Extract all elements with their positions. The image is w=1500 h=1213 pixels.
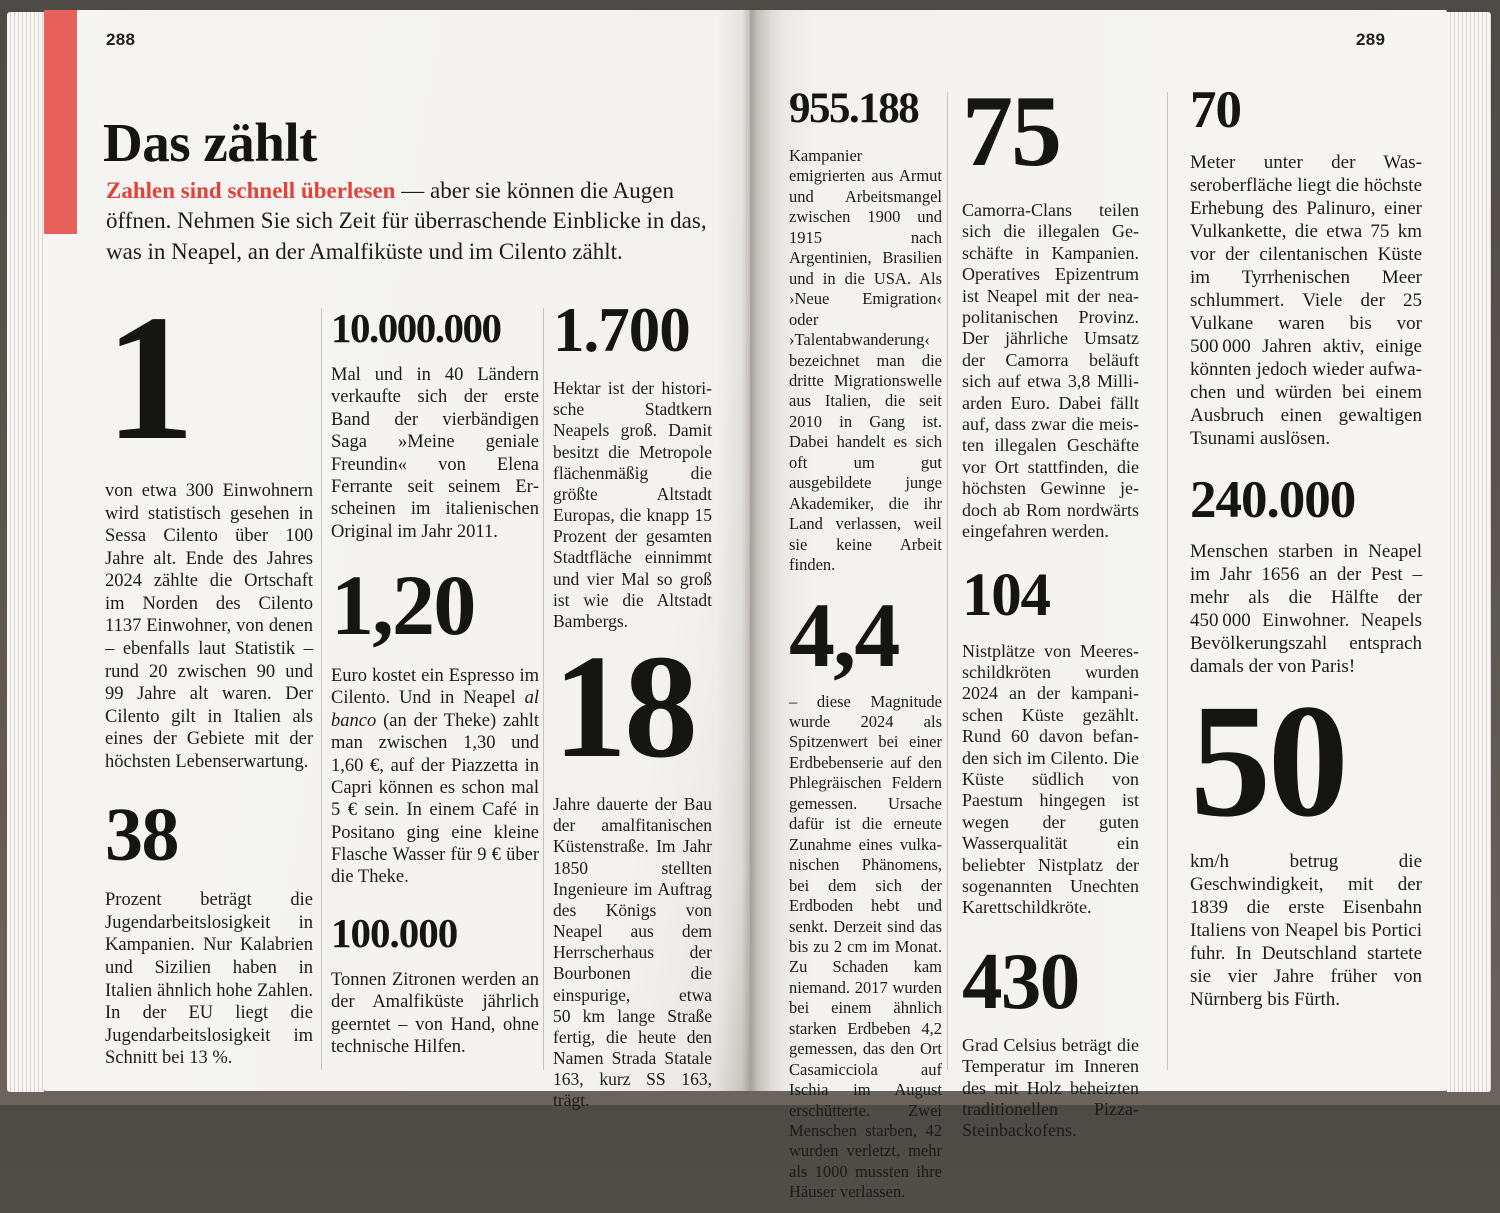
stat-number: 240.000 xyxy=(1190,470,1356,529)
stat-text: km/h betrug die Geschwindigkeit, mit der 1839 die erste Eisenbahn Italiens von Neapel bis Portici fuhr. In Deutschland startete sie vier Jahre früher von Nürnberg bis Fürth. xyxy=(1190,850,1422,1010)
stat-text: Jahre dauerte der Bau der amalfitanischen Küstenstraße. Im Jahr 1850 stellten Ingenieure im Auftrag des Königs von Neapel aus dem Herrscherhaus der Bourbonen die einspurige, etwa 50 km lange Straße fertig, die heute den Namen Strada Statale 163, kurz SS 163, trägt. xyxy=(553,794,712,1111)
stat-text: Tonnen Zitronen werden an der Amalfiküste jährlich geerntet – von Hand, ohne technische Hilfen. xyxy=(331,969,539,1057)
intro-highlight: Zahlen sind schnell überlesen xyxy=(106,178,396,203)
stat-number: 38 xyxy=(105,793,178,878)
stat-number: 10.000.000 xyxy=(331,305,501,351)
stat-text: Kampanier emigrierten aus Armut und Arbeitsmangel zwischen 1900 und 1915 nach Argentinien, Brasilien und in die USA. Als ›Neue Emigration‹ oder ›Talentabwanderung‹ bezeichnet man die dritte Migrationswelle aus Italien, die seit 2010 in Gang ist. Dabei handelt es sich oft um gut ausgebildete junge Akademiker, die ihr Land verlassen, weil sie keine Arbeit finden. xyxy=(789,146,942,575)
stat-number: 1,20 xyxy=(331,557,475,653)
stat-number: 430 xyxy=(962,935,1079,1026)
left-column-1 xyxy=(105,278,313,1080)
intro-paragraph xyxy=(106,176,716,267)
page-number-left: 288 xyxy=(106,30,136,49)
stat-number: 18 xyxy=(553,625,696,790)
chapter-red-bar xyxy=(44,10,77,234)
stat-text: Prozent beträgt die Jugendarbeitslosigkeit in Kampanien. Nur Kalabrien und Sizilien haben in Italien ähnlich hohe Zahlen. In der EU liegt die Jugendarbeitslosigkeit im Schnitt bei 13 %. xyxy=(105,890,313,1069)
stat-entry xyxy=(962,935,1139,1142)
stat-text: Grad Celsius beträgt die Temperatur im Inneren des mit Holz beheizten traditionellen Pizza-Steinbackofens. xyxy=(962,1034,1139,1141)
intro-rest: — aber sie können die Augen öffnen. Nehmen Sie sich Zeit für überraschende Einblicke in das, was in Neapel, an der Amalfiküste und im Cilento zählt. xyxy=(106,178,707,264)
right-column-2 xyxy=(962,75,1139,1152)
stat-text: Menschen starben in Neapel im Jahr 1656 an der Pest – mehr als die Hälfte der 450 000 Einwohner. Neapels Bevölkerungszahl entsprach damals der von Paris! xyxy=(1190,540,1422,677)
stat-entry xyxy=(553,295,712,632)
stat-number: 1.700 xyxy=(553,295,690,365)
stat-entry xyxy=(331,909,539,1059)
stat-text-italic: al banco xyxy=(331,688,539,731)
stat-number: 1 xyxy=(105,278,192,477)
stat-entry xyxy=(105,278,313,773)
page-title: Das zählt xyxy=(103,111,317,173)
stat-text xyxy=(331,665,539,889)
stat-entry xyxy=(105,793,313,1070)
stat-text: – diese Magnitude wurde 2024 als Spitzenwert bei einer Erdbebenserie auf den Phlegräischen Feldern gemessen. Ursache dafür ist die erneute Zunahme eines vulkanischen Phänomens, bei dem sich der Erdboden hebt und senkt. Derzeit sind das bis zu 2 cm im Monat. Zu Schaden kam niemand. 2017 wurden bei einem ähnlich starken Erdbeben 4,2 gemessen, das den Ort Casamicciola auf Ischia im August erschütterte. Zwei Menschen starben, 42 wurden verletzt, mehr als 1000 mussten ihre Häuser verlassen. xyxy=(789,691,942,1202)
stat-number: 70 xyxy=(1190,81,1241,139)
stat-entry xyxy=(331,305,539,543)
stat-number: 955.188 xyxy=(789,85,919,132)
column-divider xyxy=(947,92,948,1070)
stat-entry xyxy=(1190,671,1422,1012)
stat-entry xyxy=(1190,470,1422,679)
stat-entry xyxy=(331,557,539,889)
stat-text-pre: Euro kostet ein Espresso im Cilento. Und in Neapel xyxy=(331,666,539,709)
right-column-3 xyxy=(1190,81,1422,1022)
stat-text-post: (an der Theke) zahlt man zwischen 1,30 und 1,60 €, auf der Piazzetta in Capri können es schon mal 5 € sein. In einem Café in Positano ging eine kleine Flasche Wasser für 9 € über die Theke. xyxy=(331,710,539,888)
stat-number: 75 xyxy=(962,75,1060,188)
stat-entry xyxy=(962,561,1139,919)
stat-entry xyxy=(553,625,712,1112)
stat-number: 100.000 xyxy=(331,909,458,956)
stat-text: Nistplätze von Meeresschildkröten wurden 2024 an der kampanischen Küste gezählt. Rund 60 davon befanden sich im Cilento. Die Küste südlich von Paestum hingegen ist wegen der guten Wasserqualität ein beliebter Nistplatz der sogenannten Unechten Karettschildkröte. xyxy=(962,640,1139,918)
page-number-right: 289 xyxy=(1356,30,1386,49)
column-divider xyxy=(1167,92,1168,1070)
stat-text: Hektar ist der historische Stadtkern Neapels groß. Damit besitzt die Metropole flächenmäßig die größte Altstadt Europas, die knapp 15 Prozent der gesamten Stadtfläche einnimmt und vier Mal so groß ist wie die Altstadt Bambergs. xyxy=(553,378,712,631)
stat-number: 4,4 xyxy=(789,583,899,686)
left-column-3 xyxy=(553,295,712,1122)
stat-text: Meter unter der Wasseroberfläche liegt die höchste Erhebung des Palinuro, einer Vulkankette, die etwa 75 km vor der cilentanischen Küste im Tyrrhenischen Meer schlummert. Viele der 25 Vulkane waren bis vor 500 000 Jahren aktiv, einige könnten jedoch wieder aufwachen und würden bei einem Ausbruch einen gewaltigen Tsunami auslösen. xyxy=(1190,152,1422,449)
stat-text: Mal und in 40 Ländern verkaufte sich der erste Band der vierbändigen Saga »Meine geniale Freundin« von Elena Ferrante seit seinem Erscheinen im italienischen Original im Jahr 2011. xyxy=(331,365,539,542)
page-stack-right-edge xyxy=(1447,12,1491,1092)
column-divider xyxy=(321,308,322,1070)
stat-text: Camorra-Clans teilen sich die illegalen Geschäfte in Kampanien. Operatives Epizentrum ist Neapel mit der neapolitanischen Provinz. Der jährliche Umsatz der Camorra beläuft sich auf etwa 3,8 Milliarden Euro. Dabei fällt auf, dass zwar die meisten illegalen Geschäfte vor Ort stattfinden, die höchsten Gewinne jedoch ab Rom nordwärts eingefahren werden. xyxy=(962,200,1139,542)
page-stack-left-edge xyxy=(7,12,44,1092)
stat-entry xyxy=(789,583,942,1203)
right-column-1 xyxy=(789,85,942,1213)
stat-entry xyxy=(789,85,942,576)
stat-text: von etwa 300 Einwohnern wird statistisch gesehen in Sessa Cilento über 100 Jahre alt. Ende des Jahres 2024 zählte die Ortschaft im Norden des Cilento 1137 Einwohner, von denen – ebenfalls laut Statistik – rund 20 zwischen 90 und 99 Jahre alt waren. Der Cilento gilt in Italien als eines der Gebiete mit der höchsten Lebenserwartung. xyxy=(105,481,313,772)
stat-number: 104 xyxy=(962,561,1050,629)
left-column-2 xyxy=(331,304,539,1068)
stat-entry xyxy=(962,75,1139,543)
stat-number: 50 xyxy=(1190,671,1346,851)
column-divider xyxy=(543,308,544,1070)
stat-entry xyxy=(1190,81,1422,451)
